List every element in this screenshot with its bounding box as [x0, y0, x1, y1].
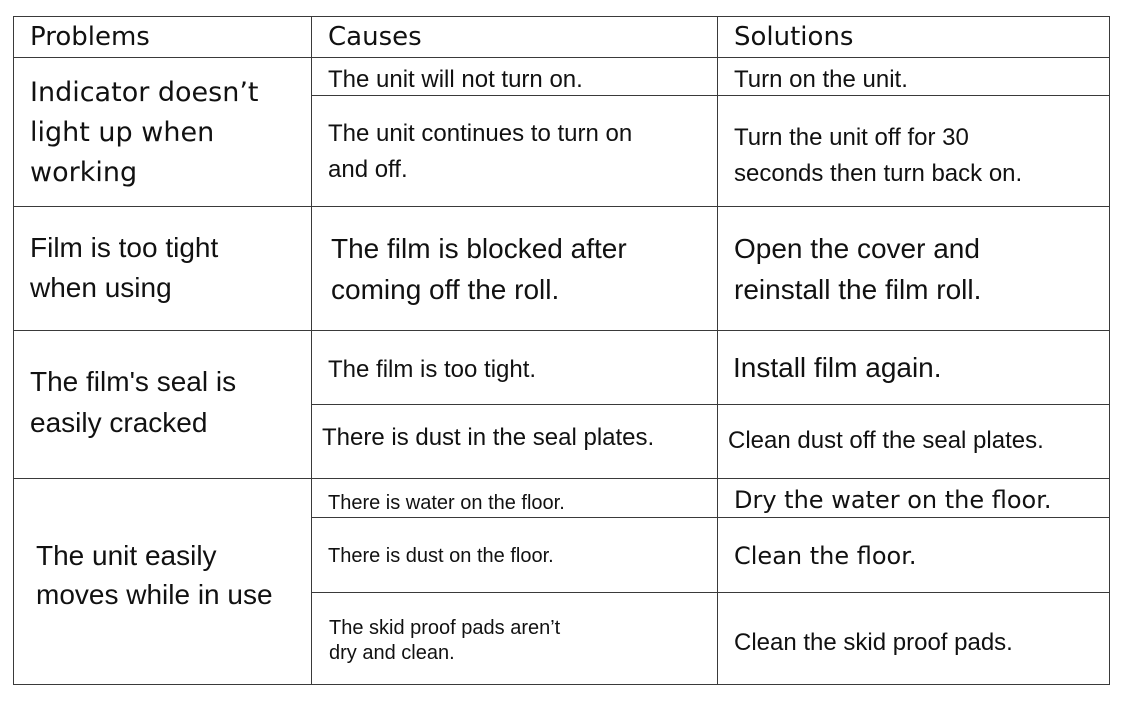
solution-cell [734, 486, 1052, 514]
cause-cell [328, 545, 554, 569]
cause-line: dry and clean. [329, 642, 455, 664]
problem-cell [30, 361, 236, 443]
problem-line: working [30, 157, 138, 188]
cause-cell [329, 616, 560, 666]
solution-cell [728, 427, 1044, 455]
cause-line: There is dust on the floor. [328, 545, 554, 567]
cell-divider [311, 592, 1110, 593]
solution-line: Clean the floor. [734, 542, 917, 570]
cause-cell [328, 356, 536, 384]
row-divider [13, 478, 1110, 479]
cause-cell [328, 66, 583, 94]
solution-line: Open the cover and [734, 233, 980, 264]
row-divider [13, 330, 1110, 331]
problem-cell [30, 228, 218, 308]
problem-line: The unit easily [36, 540, 217, 571]
solution-line: Dry the water on the floor. [734, 486, 1052, 514]
row-divider [13, 206, 1110, 207]
table-border-left [13, 16, 14, 685]
solution-cell [733, 351, 942, 384]
solution-line: Turn on the unit. [734, 66, 908, 93]
solution-cell [734, 629, 1013, 657]
problem-line: when using [30, 272, 172, 303]
cause-line: The unit continues to turn on [328, 120, 633, 147]
problem-line: moves while in use [36, 579, 273, 610]
cause-line: coming off the roll. [331, 274, 560, 305]
row-divider [13, 57, 1110, 58]
solution-cell [734, 66, 908, 94]
table-border-bottom [13, 684, 1110, 685]
cause-cell [328, 492, 565, 516]
problem-line: Indicator doesn’t [30, 77, 259, 108]
cell-divider [311, 95, 1110, 96]
cause-line: The skid proof pads aren’t [329, 617, 561, 639]
solution-cell [734, 542, 917, 570]
solution-line: Clean dust off the seal plates. [728, 427, 1044, 454]
problem-cell [36, 536, 273, 614]
cause-cell [331, 228, 627, 310]
problem-cell [30, 73, 259, 193]
header-causes: Causes [328, 22, 422, 52]
cause-line: The film is blocked after [331, 233, 627, 264]
problem-line: The film's seal is [30, 366, 237, 397]
solution-line: Turn the unit off for 30 [734, 124, 969, 151]
solution-line: seconds then turn back on. [734, 160, 1023, 187]
table-border-top [13, 16, 1110, 17]
cause-line: There is dust in the seal plates. [322, 424, 655, 451]
cause-line: The film is too tight. [328, 356, 537, 383]
cause-cell [322, 424, 654, 452]
cell-divider [311, 517, 1110, 518]
solution-line: Clean the skid proof pads. [734, 629, 1013, 656]
problem-line: light up when [30, 117, 215, 148]
cell-divider [311, 404, 1110, 405]
solution-line: Install film again. [733, 352, 942, 383]
header-solutions: Solutions [734, 22, 854, 52]
problem-line: Film is too tight [30, 232, 219, 263]
header-problems: Problems [30, 22, 150, 52]
cause-cell [328, 116, 632, 188]
cause-line: and off. [328, 156, 408, 183]
cause-line: There is water on the floor. [328, 492, 565, 514]
problem-line: easily cracked [30, 407, 208, 438]
solution-line: reinstall the film roll. [734, 274, 982, 305]
column-divider [717, 16, 718, 685]
solution-cell [734, 228, 981, 310]
cause-line: The unit will not turn on. [328, 66, 583, 93]
column-divider [311, 16, 312, 685]
table-border-right [1109, 16, 1110, 685]
solution-cell [734, 120, 1022, 192]
